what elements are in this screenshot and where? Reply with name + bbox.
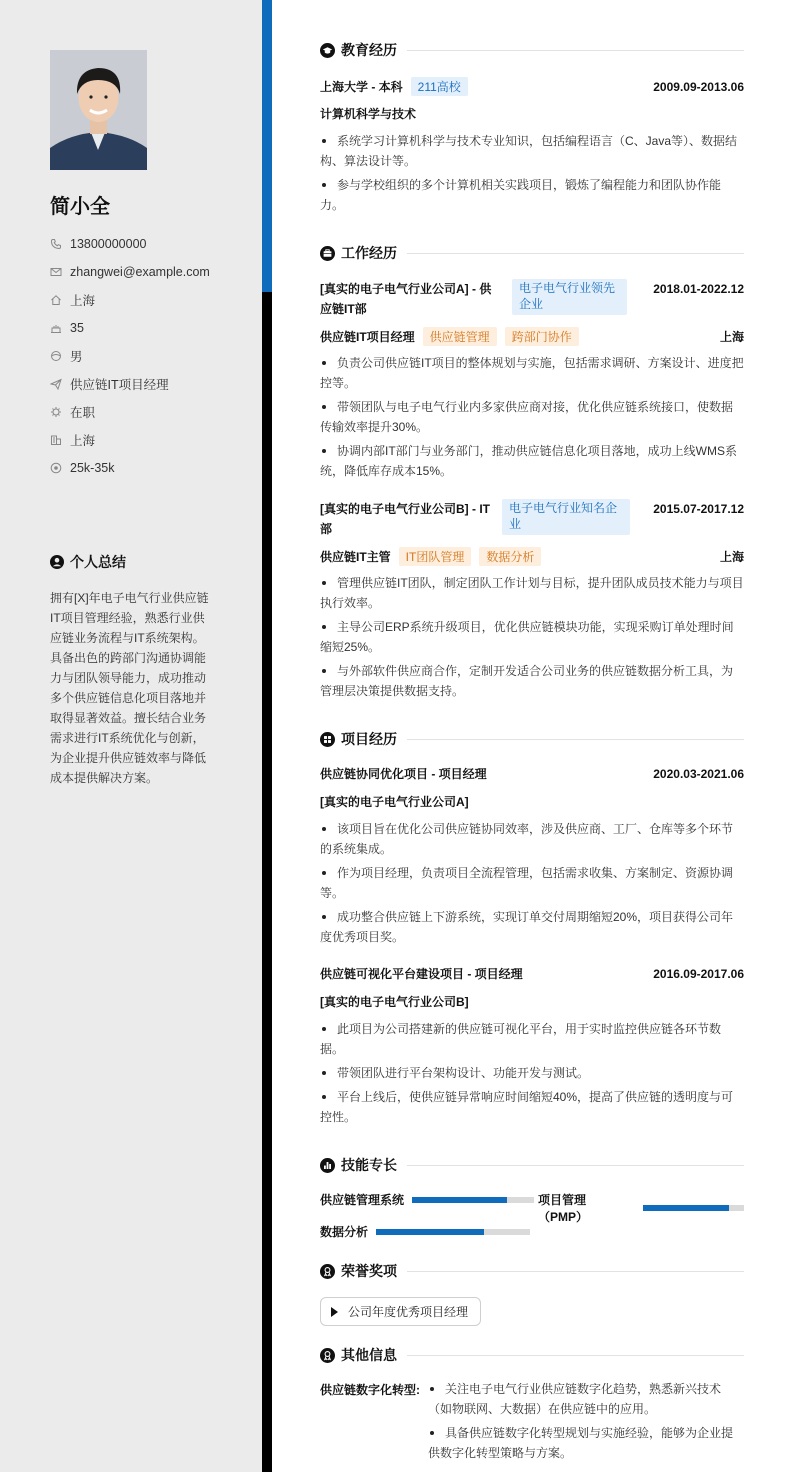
skill-level-fill <box>376 1229 484 1235</box>
other-bullets <box>428 1379 744 1467</box>
phone-icon <box>50 238 62 250</box>
section-rule <box>407 1271 744 1272</box>
info-position <box>50 370 210 398</box>
list-item: 系统学习计算机科学与技术专业知识，包括编程语言（C、Java等）、数据结构、算法设计等。 <box>320 131 744 171</box>
skill-bar <box>643 1205 744 1211</box>
info-gender <box>50 342 210 370</box>
info-salary <box>50 454 210 482</box>
info-text: 25k-35k <box>70 461 115 475</box>
project-header <box>320 965 744 982</box>
briefcase-icon <box>320 246 335 261</box>
list-item: 平台上线后，使供应链异常响应时间缩短40%，提高了供应链的透明度与可控性。 <box>320 1087 744 1127</box>
job-period: 2018.01-2022.12 <box>653 282 744 296</box>
skill-item <box>320 1223 530 1240</box>
education-bullets <box>320 131 744 219</box>
project-company-row <box>320 793 744 810</box>
job-city: 上海 <box>719 330 744 344</box>
list-item: 带领团队与电子电气行业内多家供应商对接，优化供应链系统接口，使数据传输效率提升30%。 <box>320 397 744 437</box>
school-tag: 211高校 <box>411 77 468 96</box>
info-text: 13800000000 <box>70 237 147 251</box>
candidate-name: 简小全 <box>50 196 110 218</box>
other-title: 其他信息 <box>341 1347 397 1363</box>
list-item: 成功整合供应链上下游系统，实现订单交付周期缩短20%，项目获得公司年度优秀项目奖。 <box>320 907 744 947</box>
education-row <box>320 77 744 96</box>
job-role: 供应链IT项目经理 <box>320 330 415 344</box>
user-circle-icon <box>50 555 64 569</box>
project-company: [真实的电子电气行业公司A] <box>320 795 469 809</box>
list-item: 此项目为公司搭建新的供应链可视化平台，用于实时监控供应链各环节数据。 <box>320 1019 744 1059</box>
job-tag: 电子电气行业知名企业 <box>502 499 630 535</box>
info-location <box>50 286 210 314</box>
info-text: 上海 <box>70 434 96 448</box>
caret-right-icon <box>331 1307 338 1317</box>
age-icon <box>50 322 62 334</box>
job-bullets <box>320 353 744 485</box>
project-company: [真实的电子电气行业公司B] <box>320 995 469 1009</box>
list-item: 负责公司供应链IT项目的整体规划与实施，包括需求调研、方案设计、进度把控等。 <box>320 353 744 393</box>
section-rule <box>407 50 744 51</box>
job-skill-tag: 供应链管理 <box>423 327 497 346</box>
info-status <box>50 398 210 426</box>
avatar <box>50 50 147 170</box>
education-heading <box>320 40 744 60</box>
salary-icon <box>50 462 62 474</box>
job-skill-tag: 跨部门协作 <box>505 327 579 346</box>
school-name: 上海大学 - 本科 <box>320 80 403 94</box>
project-company-row <box>320 993 744 1010</box>
send-icon <box>50 378 62 390</box>
summary-heading <box>50 552 126 572</box>
award-text: 公司年度优秀项目经理 <box>348 1305 469 1319</box>
skill-name: 项目管理（PMP） <box>538 1193 589 1224</box>
info-text: 男 <box>70 350 83 364</box>
job-role: 供应链IT主管 <box>320 550 391 564</box>
project-period: 2016.09-2017.06 <box>653 966 744 981</box>
info-text: 35 <box>70 321 84 335</box>
summary-title: 个人总结 <box>70 554 126 570</box>
gender-icon <box>50 350 62 362</box>
job-header <box>320 499 744 539</box>
job-skill-tag: 数据分析 <box>479 547 541 566</box>
project-bullets <box>320 819 744 951</box>
list-item: 关注电子电气行业供应链数字化趋势，熟悉新兴技术（如物联网、大数据）在供应链中的应用。 <box>428 1379 744 1419</box>
job-city: 上海 <box>719 550 744 564</box>
project-name: 供应链可视化平台建设项目 - 项目经理 <box>320 967 523 981</box>
skill-level-fill <box>412 1197 507 1203</box>
project-period: 2020.03-2021.06 <box>653 766 744 781</box>
projects-heading <box>320 729 744 749</box>
skills-title: 技能专长 <box>341 1157 397 1173</box>
city-icon <box>50 434 62 446</box>
skill-name: 供应链管理系统 <box>320 1193 405 1207</box>
avatar-photo <box>50 50 147 170</box>
info-age <box>50 314 210 342</box>
job-company: [真实的电子电气行业公司A] - 供应链IT部 <box>320 282 492 316</box>
list-item: 协调内部IT部门与业务部门，推动供应链信息化项目落地，成功上线WMS系统，降低库存成本15%。 <box>320 441 744 481</box>
job-tag: 电子电气行业领先企业 <box>512 279 627 315</box>
projects-title: 项目经历 <box>341 731 397 747</box>
list-item: 管理供应链IT团队，制定团队工作计划与目标，提升团队成员技术能力与项目执行效率。 <box>320 573 744 613</box>
skill-item <box>320 1191 534 1208</box>
award-icon <box>320 1348 335 1363</box>
graduation-cap-icon <box>320 43 335 58</box>
info-email <box>50 258 210 286</box>
job-role-row <box>320 547 744 566</box>
awards-title: 荣誉奖项 <box>341 1263 397 1279</box>
summary-text: 拥有[X]年电子电气行业供应链IT项目管理经验，熟悉行业供应链业务流程与IT系统架构。具备出色的跨部门沟通协调能力与团队领导能力，成功推动多个供应链信息化项目落地并取得显著效益。擅长结合业务需求进行IT系统优化与创新，为企业提升供应链效率与降低成本提供解决方案。 <box>50 591 209 785</box>
job-period: 2015.07-2017.12 <box>653 502 744 516</box>
other-label: 供应链数字化转型: <box>320 1383 420 1397</box>
skill-bar <box>412 1197 534 1203</box>
job-skill-tag: IT团队管理 <box>399 547 472 566</box>
info-city <box>50 426 210 454</box>
award-item[interactable] <box>320 1297 481 1326</box>
section-rule <box>407 1355 744 1356</box>
job-role-row <box>320 327 744 346</box>
contact-info-list <box>50 230 210 482</box>
status-icon <box>50 406 62 418</box>
divider-accent <box>262 0 272 292</box>
work-heading <box>320 243 744 263</box>
list-item: 主导公司ERP系统升级项目，优化供应链模块功能，实现采购订单处理时间缩短25%。 <box>320 617 744 657</box>
award-icon <box>320 1264 335 1279</box>
project-header <box>320 765 744 782</box>
info-text: zhangwei@example.com <box>70 265 210 279</box>
awards-heading <box>320 1261 744 1281</box>
list-item: 参与学校组织的多个计算机相关实践项目，锻炼了编程能力和团队协作能力。 <box>320 175 744 215</box>
mail-icon <box>50 266 62 278</box>
skill-level-fill <box>643 1205 729 1211</box>
major: 计算机科学与技术 <box>320 107 417 121</box>
home-icon <box>50 294 62 306</box>
skills-heading <box>320 1155 744 1175</box>
other-heading <box>320 1345 744 1365</box>
project-bullets <box>320 1019 744 1131</box>
education-title: 教育经历 <box>341 42 397 58</box>
grid-icon <box>320 732 335 747</box>
info-text: 供应链IT项目经理 <box>70 378 169 392</box>
sidebar <box>0 0 262 1472</box>
skill-item <box>538 1191 744 1225</box>
skill-name: 数据分析 <box>320 1225 369 1239</box>
info-phone <box>50 230 210 258</box>
list-item: 该项目旨在优化公司供应链协同效率，涉及供应商、工厂、仓库等多个环节的系统集成。 <box>320 819 744 859</box>
info-text: 在职 <box>70 406 96 420</box>
info-text: 上海 <box>70 294 96 308</box>
skill-bar <box>376 1229 530 1235</box>
job-company: [真实的电子电气行业公司B] - IT部 <box>320 502 490 536</box>
education-period: 2009.09-2013.06 <box>653 79 744 94</box>
project-name: 供应链协同优化项目 - 项目经理 <box>320 767 487 781</box>
job-header <box>320 279 744 319</box>
section-rule <box>407 253 744 254</box>
section-rule <box>407 1165 744 1166</box>
list-item: 具备供应链数字化转型规划与实施经验，能够为企业提供数字化转型策略与方案。 <box>428 1423 744 1463</box>
list-item: 作为项目经理，负责项目全流程管理，包括需求收集、方案制定、资源协调等。 <box>320 863 744 903</box>
work-title: 工作经历 <box>341 245 397 261</box>
list-item: 与外部软件供应商合作，定制开发适合公司业务的供应链数据分析工具，为管理层决策提供数据支持。 <box>320 661 744 701</box>
major-row <box>320 105 744 122</box>
job-bullets <box>320 573 744 705</box>
list-item: 带领团队进行平台架构设计、功能开发与测试。 <box>320 1063 744 1083</box>
section-rule <box>407 739 744 740</box>
bar-chart-icon <box>320 1158 335 1173</box>
